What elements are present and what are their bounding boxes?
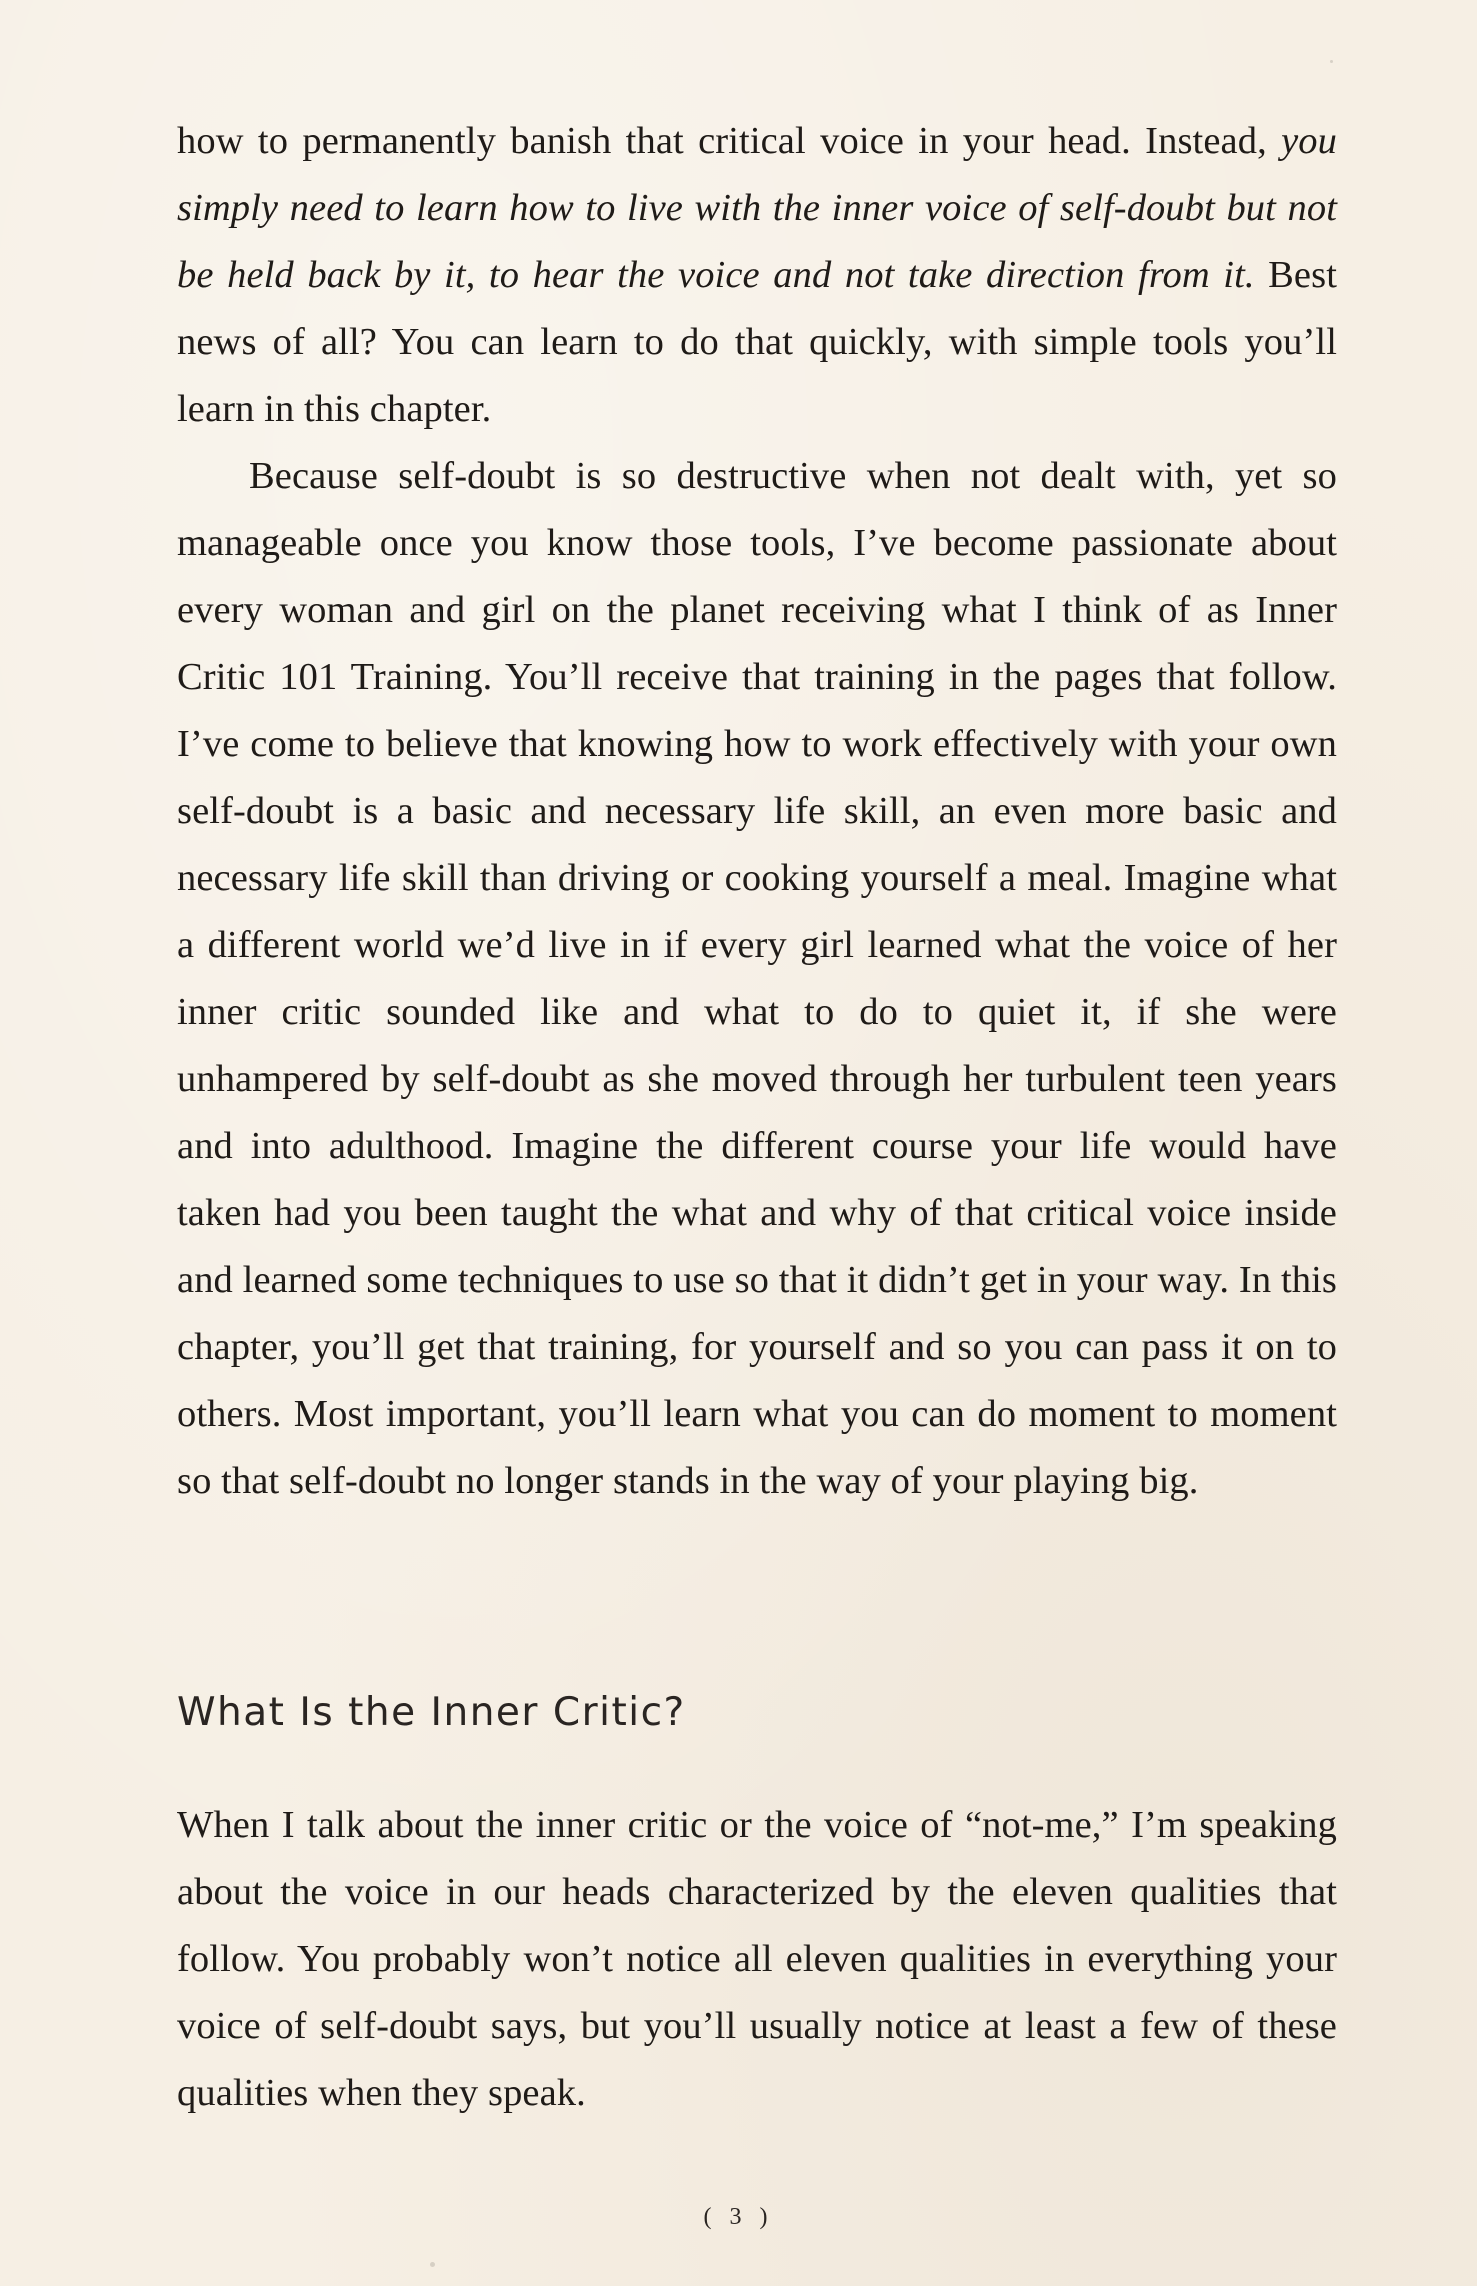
body-text-section	[177, 1792, 1337, 2127]
paragraph-tail: Best news of all? You can learn to do that quickly, with simple tools you’ll learn in this chapter.	[177, 254, 1337, 430]
paragraph-continuation	[177, 108, 1337, 443]
paper-speck	[1330, 60, 1333, 63]
section-heading: What Is the Inner Critic?	[177, 1690, 686, 1735]
body-text-top	[177, 108, 1337, 1515]
paragraph-inner-critic-training: Because self-doubt is so destructive when not dealt with, yet so manageable once you know those tools, I’ve become passionate about every woman and girl on the planet receiving what I think of as Inner Critic 101 Training. You’ll receive that training in the pages that follow. I’ve come to believe that knowing how to work effectively with your own self-doubt is a basic and necessary life skill, an even more basic and necessary life skill than driving or cooking yourself a meal. Imagine what a different world we’d live in if every girl learned what the voice of her inner critic sounded like and what to do to quiet it, if she were unhampered by self-doubt as she moved through her turbulent teen years and into adulthood. Imagine the different course your life would have taken had you been taught the what and why of that critical voice inside and learned some techniques to use so that it didn’t get in your way. In this chapter, you’ll get that training, for yourself and so you can pass it on to others. Most important, you’ll learn what you can do moment to moment so that self-doubt no longer stands in the way of your playing big.	[177, 455, 1337, 1502]
emphasized-text: you simply need to learn how to live with the inner voice of self-doubt but not be held back by it, to hear the voice and not take direction from it.	[177, 120, 1337, 296]
page-number: ( 3 )	[703, 2204, 774, 2230]
paragraph-lead: how to permanently banish that critical voice in your head. Instead,	[177, 120, 1282, 162]
paper-speck	[430, 2262, 435, 2267]
paragraph-section-intro: When I talk about the inner critic or the voice of “not-me,” I’m speaking about the voice in our heads characterized by the eleven qualities that follow. You probably won’t notice all eleven qualities in everything your voice of self-doubt says, but you’ll usually notice at least a few of these qualities when they speak.	[177, 1804, 1337, 2114]
